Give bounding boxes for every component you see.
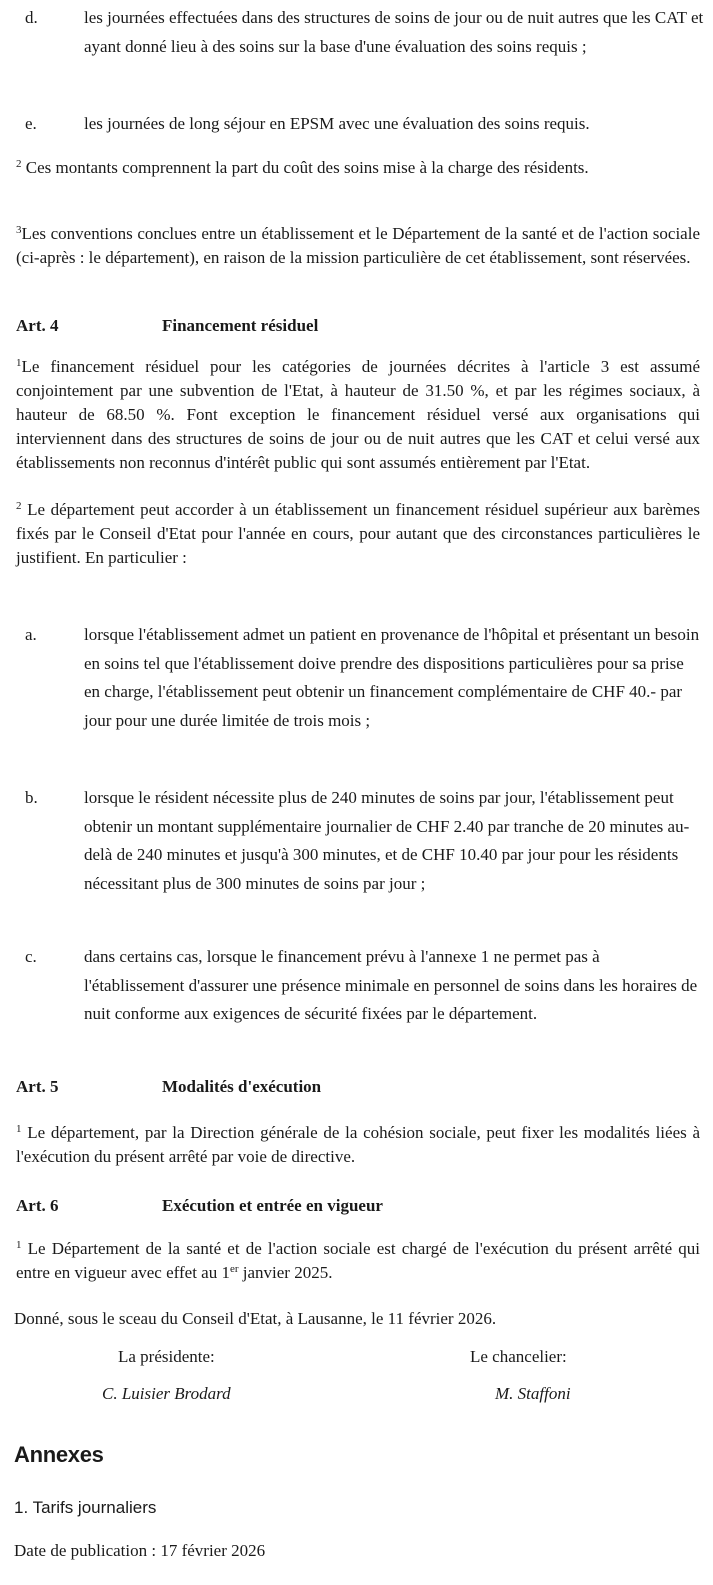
annexes-heading: Annexes — [14, 1442, 104, 1467]
paragraph-number: 1 — [16, 357, 22, 369]
president-label: La présidente: — [118, 1347, 215, 1366]
article-number: Art. 5 — [16, 1077, 59, 1096]
article-title: Financement résiduel — [162, 316, 319, 335]
paragraph-art4-al2 — [16, 498, 700, 570]
given-statement: Donné, sous le sceau du Conseil d'Etat, à Lausanne, le 11 février 2026. — [14, 1309, 497, 1328]
article-title: Modalités d'exécution — [162, 1077, 322, 1096]
paragraph-number: 2 — [16, 158, 22, 170]
list-item-letter: c. — [25, 947, 37, 966]
ordinal-suffix: er — [229, 1263, 239, 1275]
article-number: Art. 4 — [16, 316, 59, 335]
list-item-text: lorsque le résident nécessite plus de 240 minutes de soins par jour, l'établissement peut obtenir un montant supplémentaire journalier de CHF 2.40 par tranche de 20 minutes au-delà de 240 minutes et jusqu'à 300 minutes, et de CHF 10.40 par jour pour les résidents nécessitant plus de 300 minutes de soins par jour ; — [84, 788, 690, 893]
list-item-text: les journées de long séjour en EPSM avec une évaluation des soins requis. — [84, 114, 590, 133]
paragraph-text: Les conventions conclues entre un établissement et le Département de la santé et de l'action sociale (ci-après : le département), en raison de la mission particulière de cet établissement, sont réservées. — [16, 224, 700, 267]
list-item-text: dans certains cas, lorsque le financement prévu à l'annexe 1 ne permet pas à l'établissement d'assurer une présence minimale en personnel de soins dans les horaires de nuit conforme aux exigences de sécurité fixées par le département. — [84, 947, 698, 1023]
list-item-text: les journées effectuées dans des structures de soins de jour ou de nuit autres que les CAT et ayant donné lieu à des soins sur la base d'une évaluation des soins requis ; — [84, 8, 704, 56]
paragraph-text: Le Département de la santé et de l'action sociale est chargé de l'exécution du présent arrêté qui entre en vigueur avec effet au 1 — [16, 1239, 700, 1282]
list-item-letter: b. — [25, 788, 38, 807]
paragraph-text: Ces montants comprennent la part du coût des soins mise à la charge des résidents. — [21, 158, 589, 177]
paragraph-number: 1 — [16, 1239, 22, 1251]
paragraph-text: janvier 2025. — [238, 1263, 333, 1282]
paragraph-text: Le financement résiduel pour les catégories de journées décrites à l'article 3 est assumé conjointement par une subvention de l'Etat, à hauteur de 31.50 %, et par les régimes sociaux, à hauteur de 68.50 %. Font exception le financement résiduel versé aux organisations qui interviennent dans des structures de soins de jour ou de nuit autres que les CAT et celui versé aux établissements non reconnus d'intérêt public qui sont assumés entièrement par l'Etat. — [16, 357, 700, 472]
publication-date: Date de publication : 17 février 2026 — [14, 1541, 266, 1560]
list-item-letter: d. — [25, 8, 38, 27]
paragraph-number: 2 — [16, 500, 22, 512]
paragraph-number: 3 — [16, 224, 22, 236]
chancellor-label: Le chancelier: — [470, 1347, 567, 1366]
paragraph-art5-al1 — [16, 1121, 700, 1169]
chancellor-name: M. Staffoni — [495, 1384, 571, 1403]
article-number: Art. 6 — [16, 1196, 59, 1215]
president-name: C. Luisier Brodard — [102, 1384, 231, 1403]
paragraph-number: 1 — [16, 1123, 22, 1135]
paragraph-art4-al1 — [16, 355, 700, 475]
list-item-letter: a. — [25, 625, 37, 644]
annex-link-tarifs-journaliers[interactable]: 1. Tarifs journaliers — [14, 1498, 157, 1517]
paragraph-art6-al1 — [16, 1237, 700, 1285]
paragraph-art3-al2 — [16, 156, 700, 180]
list-item-letter: e. — [25, 114, 37, 133]
article-title: Exécution et entrée en vigueur — [162, 1196, 383, 1215]
list-item-text: lorsque l'établissement admet un patient en provenance de l'hôpital et présentant un besoin en soins tel que l'établissement doive prendre des dispositions particulières pour sa prise en charge, l'établissement peut obtenir un financement complémentaire de CHF 40.- par jour pour une durée limitée de trois mois ; — [84, 625, 700, 730]
paragraph-text: Le département, par la Direction générale de la cohésion sociale, peut fixer les modalités liées à l'exécution du présent arrêté par voie de directive. — [16, 1123, 700, 1166]
paragraph-text: Le département peut accorder à un établissement un financement résiduel supérieur aux barèmes fixés par le Conseil d'Etat pour l'année en cours, pour autant que des circonstances particulières le justifient. En particulier : — [16, 500, 700, 567]
paragraph-art3-al3 — [16, 222, 700, 270]
